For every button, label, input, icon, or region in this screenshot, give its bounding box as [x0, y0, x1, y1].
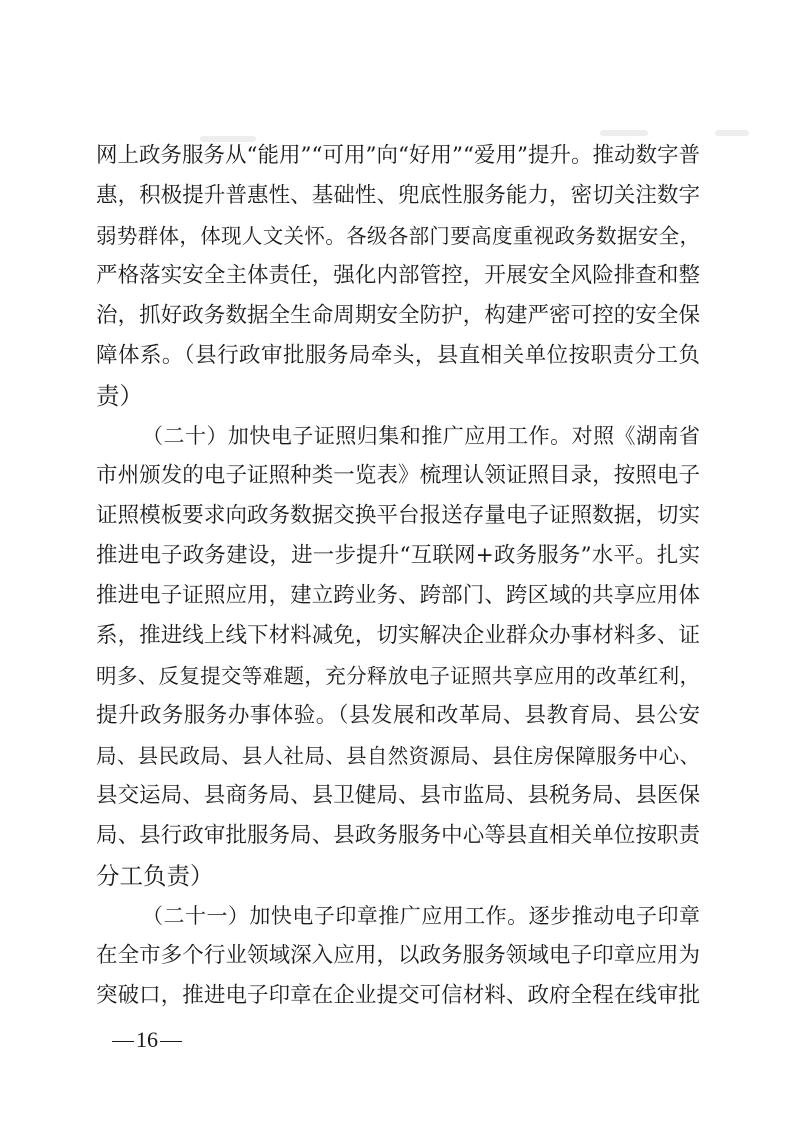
body-text-line: 治，抓好政务数据全生命周期安全防护，构建严密可控的安全保 — [96, 303, 700, 328]
body-text-line: 严格落实安全主体责任，强化内部管控，开展安全风险排查和整 — [96, 263, 700, 288]
body-text-line: 责） — [96, 382, 143, 410]
body-text-line: 市州颁发的电子证照种类一览表》梳理认领证照目录，按照电子 — [96, 463, 700, 488]
body-text-line: 县交运局、县商务局、县卫健局、县市监局、县税务局、县医保 — [96, 783, 700, 808]
section-heading-line: （二十）加快电子证照归集和推广应用工作。对照《湖南省 — [142, 424, 700, 448]
page-number — [110, 1026, 184, 1054]
scan-artifact — [715, 130, 749, 136]
body-text-line: 局、县行政审批服务局、县政务服务中心等县直相关单位按职责 — [96, 823, 700, 848]
page-number-dash — [160, 1041, 182, 1042]
page-number-dash — [112, 1041, 134, 1042]
body-text-line: 局、县民政局、县人社局、县自然资源局、县住房保障服务中心、 — [96, 744, 700, 768]
body-text-line: 在全市多个行业领域深入应用，以政务服务领域电子印章应用为 — [96, 943, 700, 968]
body-text-line: 网上政务服务从“能用”“可用”向“好用”“爱用”提升。推动数字普 — [96, 143, 700, 168]
section-heading-line: （二十一）加快电子印章推广应用工作。逐步推动电子印章 — [142, 904, 700, 928]
body-text-line: 推进电子证照应用，建立跨业务、跨部门、跨区域的共享应用体 — [96, 583, 700, 608]
body-text-line: 障体系。（县行政审批服务局牵头，县直相关单位按职责分工负 — [96, 343, 700, 368]
body-text-line: 提升政务服务办事体验。（县发展和改革局、县教育局、县公安 — [96, 703, 700, 728]
body-text-line: 明多、反复提交等难题，充分释放电子证照共享应用的改革红利， — [96, 664, 700, 688]
body-text-line: 系，推进线上线下材料减免，切实解决企业群众办事材料多、证 — [96, 623, 700, 648]
body-text-line: 弱势群体，体现人文关怀。各级各部门要高度重视政务数据安全， — [96, 224, 700, 248]
body-text-line: 证照模板要求向政务数据交换平台报送存量电子证照数据，切实 — [96, 503, 700, 528]
body-text-line: 突破口，推进电子印章在企业提交可信材料、政府全程在线审批 — [96, 983, 700, 1008]
body-text-line: 分工负责） — [96, 862, 214, 890]
page-number-value: 16 — [136, 1027, 158, 1052]
body-text-line: 惠，积极提升普惠性、基础性、兜底性服务能力，密切关注数字 — [96, 183, 700, 208]
scan-artifact — [600, 130, 648, 136]
body-text-line: 推进电子政务建设，进一步提升“互联网+政务服务”水平。扎实 — [96, 543, 700, 568]
